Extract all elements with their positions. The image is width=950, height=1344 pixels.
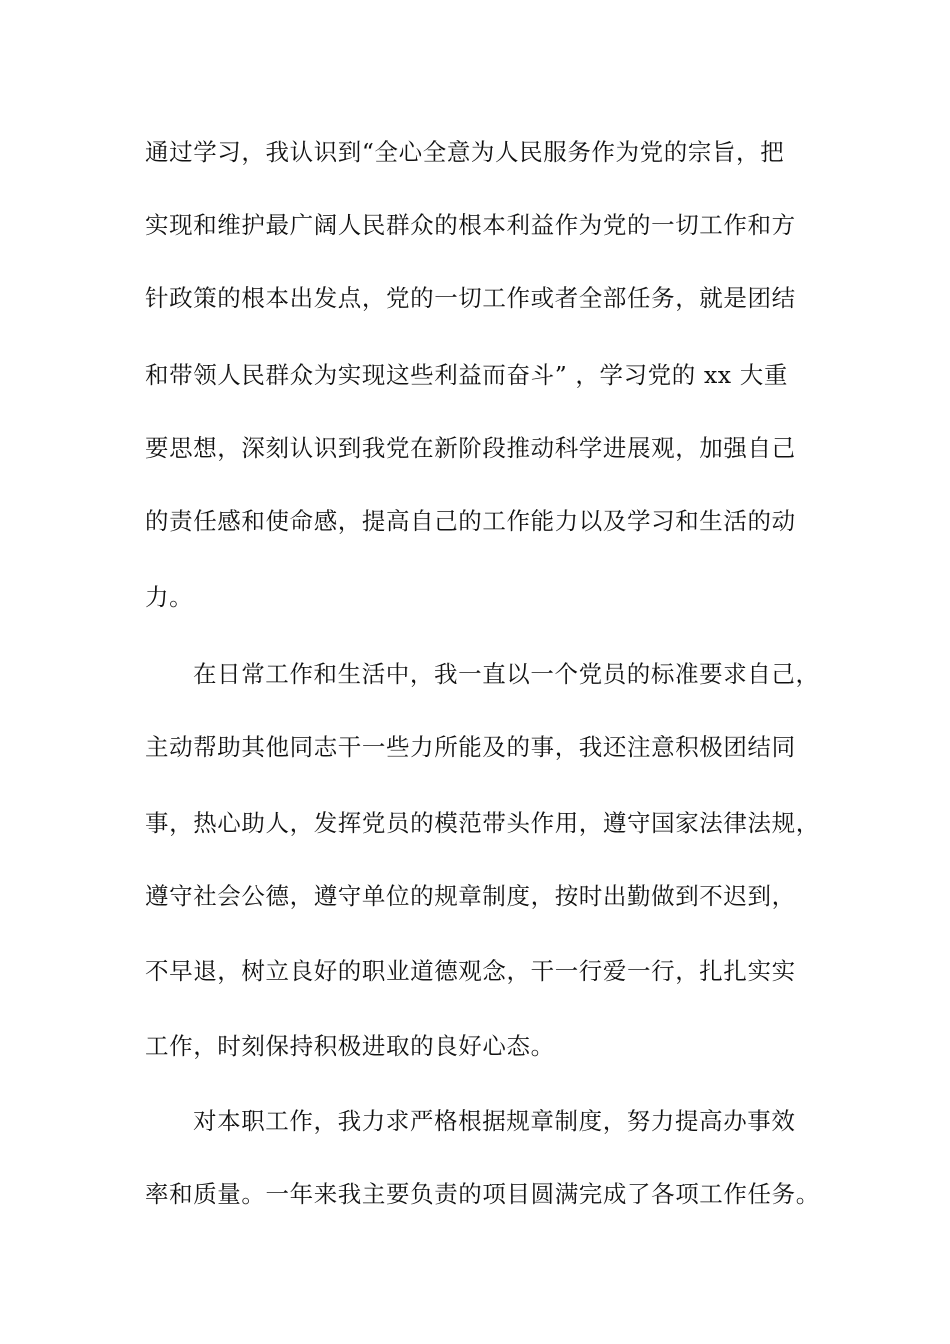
text-line: 针政策的根本出发点，党的一切工作或者全部任务，就是团结 — [145, 284, 796, 312]
text-line: 对本职工作，我力求严格根据规章制度，努力提高办事效 — [193, 1107, 796, 1135]
text-line: 工作，时刻保持积极进取的良好心态。 — [145, 1032, 555, 1060]
text-line: 遵守社会公德，遵守单位的规章制度，按时出勤做到不迟到， — [145, 882, 796, 910]
text-line: 事，热心助人，发挥党员的模范带头作用，遵守国家法律法规， — [145, 809, 820, 837]
text-line: 在日常工作和生活中，我一直以一个党员的标准要求自己， — [193, 660, 820, 688]
text-line: 的责任感和使命感，提高自己的工作能力以及学习和生活的动 — [145, 507, 796, 535]
text-line: 力。 — [145, 583, 194, 611]
text-line: 要思想，深刻认识到我党在新阶段推动科学进展观，加强自己 — [145, 434, 796, 462]
text-line: 和带领人民群众为实现这些利益而奋斗” ，学习党的 xx 大重 — [145, 361, 788, 389]
text-line: 主动帮助其他同志干一些力所能及的事，我还注意积极团结同 — [145, 733, 796, 761]
text-line: 不早退，树立良好的职业道德观念，干一行爱一行，扎扎实实 — [145, 957, 796, 985]
text-line: 实现和维护最广阔人民群众的根本利益作为党的一切工作和方 — [145, 211, 796, 239]
text-line: 率和质量。一年来我主要负责的项目圆满完成了各项工作任务。 — [145, 1180, 820, 1208]
text-line: 通过学习，我认识到“全心全意为人民服务作为党的宗旨，把 — [145, 138, 785, 166]
